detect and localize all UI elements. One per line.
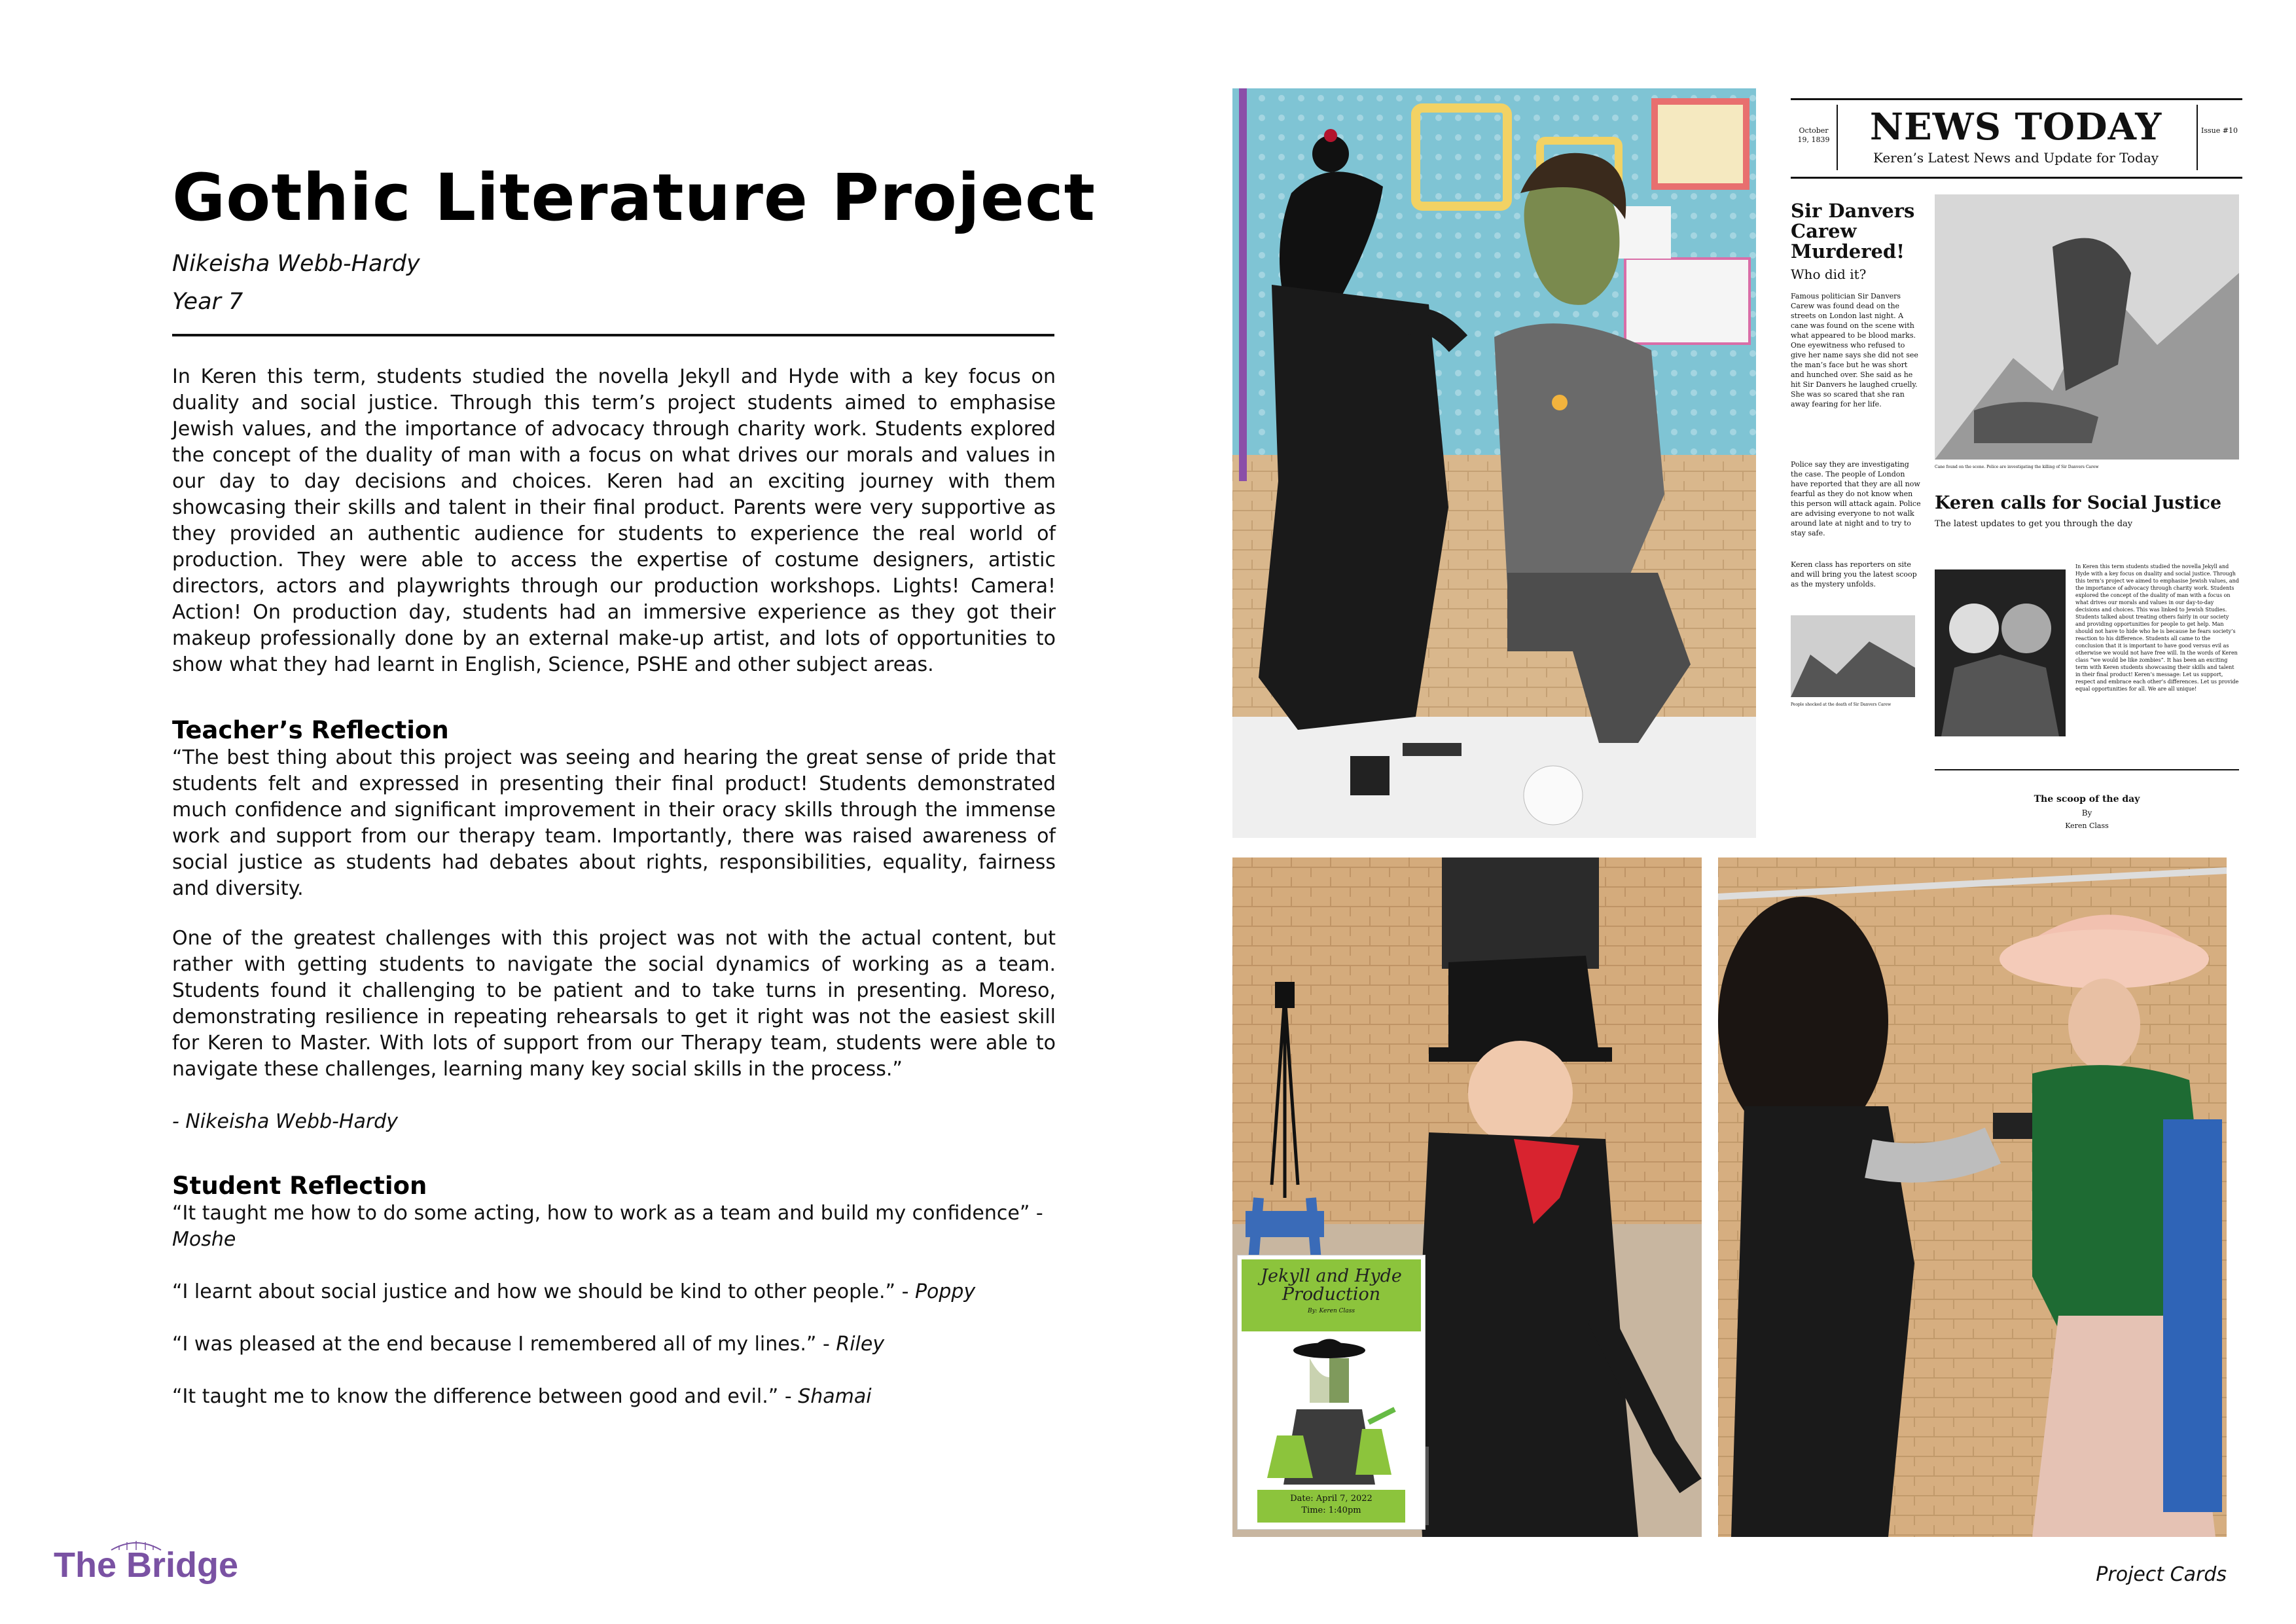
- newspaper-illustration: [1791, 615, 1915, 697]
- teacher-reflection-heading: Teacher’s Reflection: [172, 716, 449, 744]
- scoop-rule: [1935, 769, 2239, 770]
- title-divider: [172, 334, 1054, 336]
- teacher-reflection-paragraph-1: “The best thing about this project was seeing and hearing the great sense of pride that students felt and expressed in presenting their final product! Students demonstrated much confidence and significant improvement in their oracy skills through the immense work and support from our therapy team. Importantly, there was raised awareness of social justice as students had debates about rights, responsibilities, equality, fairness and diversity.: [172, 746, 1056, 900]
- teacher-signature: - Nikeisha Webb-Hardy: [172, 1110, 398, 1133]
- newspaper-article: Famous politician Sir Danvers Carew was found dead on the streets on London last night. A cane was found on the scene with what appeared to be blood marks. One eyewitness who refused to give her name says she did not see the man’s face but he was short and hunched over. She said as he hit Sir Danvers he laughed cruelly. She was so scared that she ran away fearing for her life.: [1791, 292, 1918, 408]
- production-poster: [1237, 1255, 1426, 1530]
- newspaper-article: In Keren this term students studied the novella Jekyll and Hyde with a key focus on duality and social justice. Through this term’s project we aimed to emphasise Jewish values, and the importance of advocacy through charity work. Students explored the concept of the duality of man with a focus on what drives our morals and values in our day-to-day decisions and choices. This was linked to Jewish Studies. Students talked about treating others fairly in our society and providing opportunities for people to get help. Man should not have to hide who he is because he fears society’s reaction to his difference. Students all came to the conclusion that it is important to have good versus evil as otherwise we would not have free will. In the words of Keren class “we would be like zombies”. It has been an exciting term with Keren students showcasing their skills and talent in their final product! Keren’s message: Let us support, respect and embrace each other’s differences. Let us provide equal opportunities for all. We are all unique!: [2075, 564, 2239, 692]
- poster-title: Jekyll and Hyde Production: [1261, 1266, 1402, 1305]
- poster-time: Time: 1:40pm: [1301, 1506, 1361, 1515]
- newspaper-illustration: [1935, 569, 2066, 736]
- newspaper-headline: Sir Danvers Carew Murdered!: [1791, 200, 1915, 262]
- the-bridge-logo: [54, 1538, 250, 1591]
- photo-makeup-artist: [1232, 88, 1756, 838]
- student-quote: “It taught me how to do some acting, how to work as a team and build my confidence” - Moshe: [172, 1202, 1043, 1251]
- newspaper-subheadline: Who did it?: [1791, 266, 1867, 282]
- student-quote: “It taught me to know the difference between good and evil.” - Shamai: [172, 1385, 872, 1408]
- photo-costume-fitting: [1718, 857, 2227, 1537]
- newspaper-by: By: [2081, 808, 2092, 818]
- footer-label: Project Cards: [2096, 1563, 2227, 1586]
- poster-artwork: [1264, 1337, 1399, 1485]
- illustration-caption: Cane found on the scene. Police are investigating the killing of Sir Danvers Carew: [1935, 465, 2099, 469]
- poster-date: Date: April 7, 2022: [1290, 1494, 1372, 1504]
- newspaper-article: Police say they are investigating the case. The people of London have reported that they are all now fearful as they do not know when this person will attack again. Police are advising everyone to not walk around late at night and to try to stay safe.: [1791, 460, 1921, 537]
- newspaper-headline-2: Keren calls for Social Justice: [1935, 493, 2222, 513]
- masthead-rule-bottom: [1791, 177, 2242, 179]
- newspaper-tagline: Keren’s Latest News and Update for Today: [1873, 150, 2159, 166]
- newspaper-illustration: [1935, 194, 2239, 460]
- teacher-reflection-paragraph-2: One of the greatest challenges with this project was not with the actual content, but rather with getting students to navigate the social dynamics of working as a team. Students found it challenging to be patient and to take turns in presenting. Moreso, demonstrating resilience in repeating rehearsals to get it right was not the easiest skill for Keren to Master. With lots of support from our Therapy team, students were able to navigate these challenges, learning many key social skills in the process.”: [172, 927, 1056, 1081]
- year-group: Year 7: [172, 289, 243, 315]
- intro-paragraph: In Keren this term, students studied the novella Jekyll and Hyde with a key focus on duality and social justice. Through this term’s project students aimed to emphasise Jewish values, and the importance of advocacy through charity work. Students explored the concept of the duality of man with a focus on what drives our morals and values in our day to day decisions and choices. Keren had an exciting journey with them showcasing their skills and talent in their final product. Parents were very supportive as they provided an authentic audience for students to experience the real world of production. They were able to access the expertise of costume designers, artistic directors, actors and playwrights through our production workshops. Lights! Camera! Action! On production day, students had an immersive experience as they got their makeup professionally done by an external make-up artist, and lots of opportunities to show what they had learnt in English, Science, PSHE and other subject areas.: [172, 365, 1056, 676]
- newspaper-article: Keren class has reporters on site and will bring you the latest scoop as the mystery unfolds.: [1791, 560, 1917, 588]
- newspaper-subheadline-2: The latest updates to get you through the day: [1935, 519, 2133, 529]
- author-name: Nikeisha Webb-Hardy: [172, 251, 420, 277]
- newspaper-byline: Keren Class: [2065, 821, 2109, 830]
- illustration-caption: People shocked at the death of Sir Danvers Carew: [1791, 702, 1892, 707]
- poster-credit: By: Keren Class: [1307, 1308, 1355, 1314]
- student-quote: “I was pleased at the end because I remembered all of my lines.” - Riley: [172, 1333, 885, 1356]
- student-quote: “I learnt about social justice and how we should be kind to other people.” - Poppy: [172, 1280, 976, 1303]
- newspaper-scoop-title: The scoop of the day: [2034, 794, 2140, 804]
- student-reflection-heading: Student Reflection: [172, 1172, 427, 1200]
- newspaper-masthead: NEWS TODAY: [1869, 105, 2162, 149]
- logo-text: The Bridge: [54, 1545, 239, 1585]
- masthead-rule-top: [1791, 98, 2242, 100]
- newspaper-issue: Issue #10: [2201, 126, 2238, 135]
- newspaper-date: October 19, 1839: [1797, 126, 1830, 144]
- page-title: Gothic Literature Project: [172, 160, 1096, 236]
- newspaper-card: [1778, 88, 2255, 838]
